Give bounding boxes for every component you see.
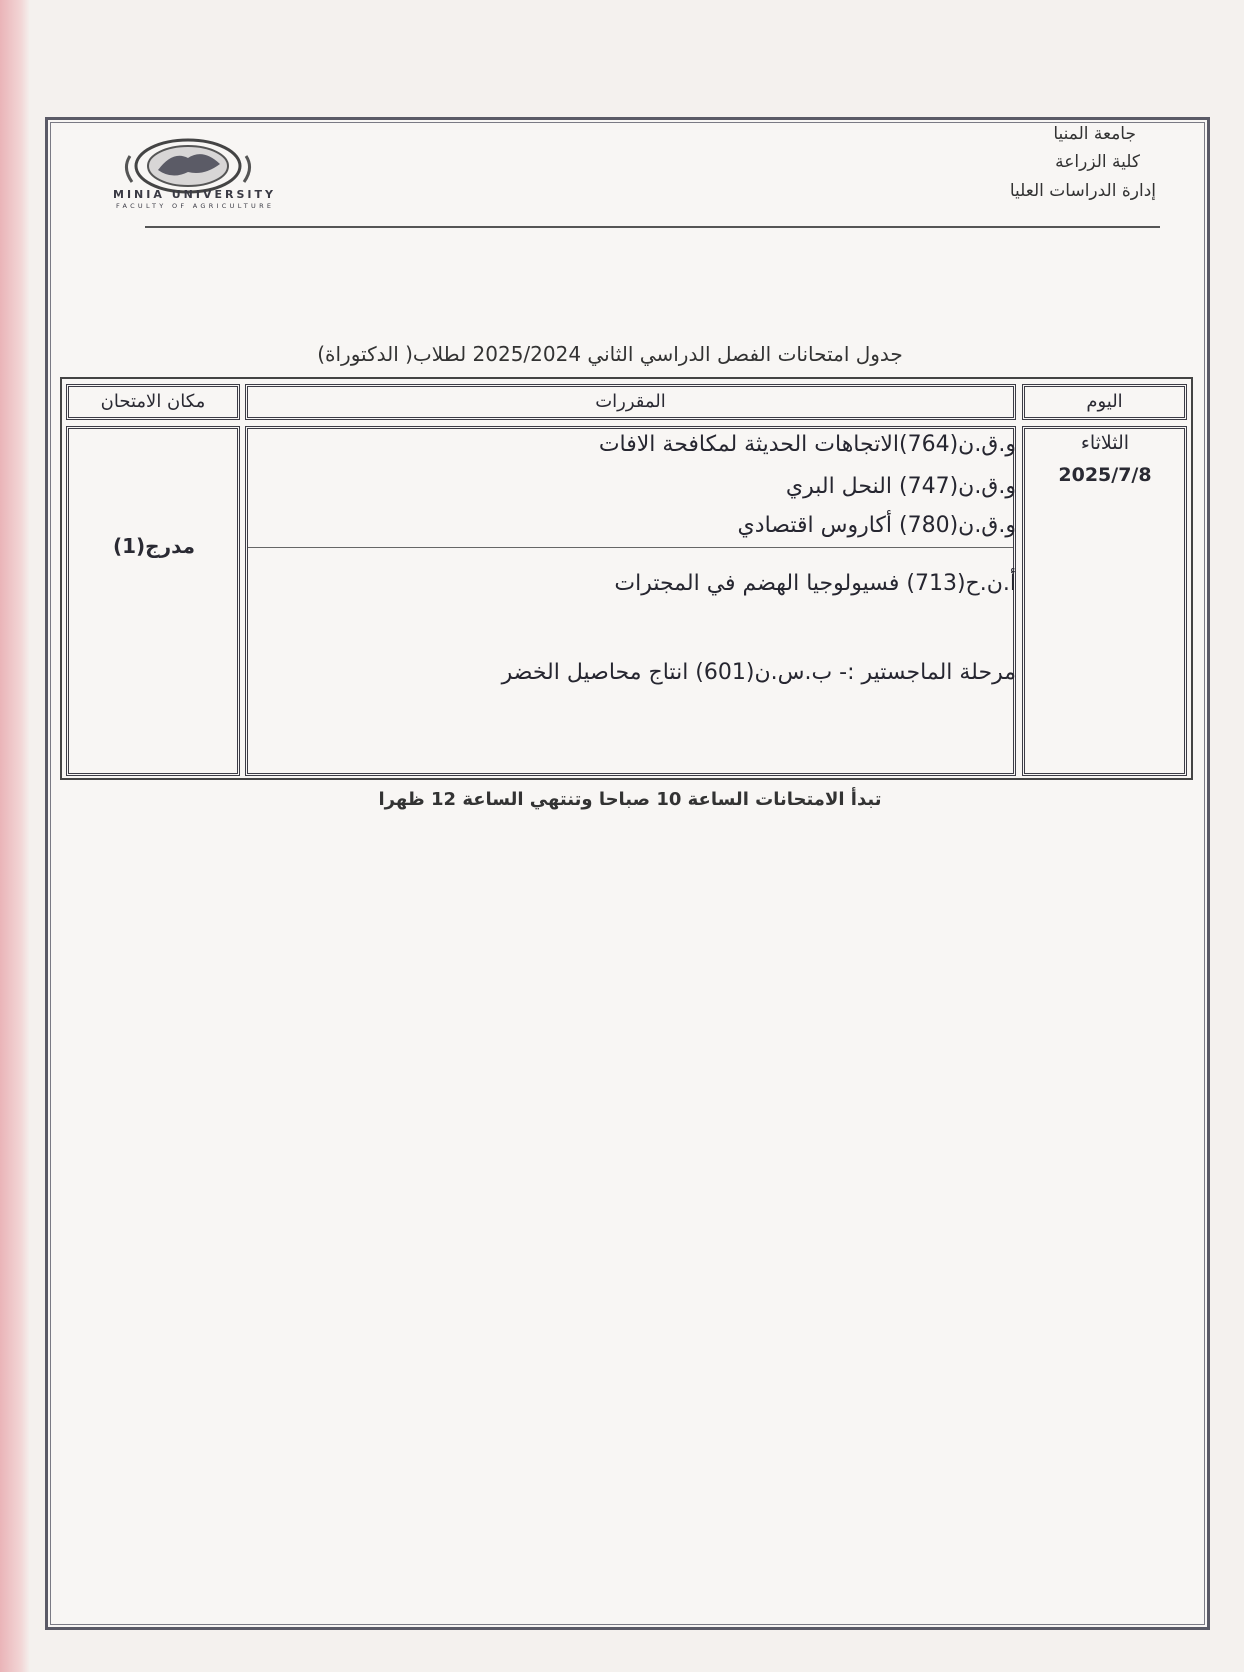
header-day: اليوم (1086, 391, 1123, 412)
schedule-title: جدول امتحانات الفصل الدراسي الثاني 2025/2024 لطلاب( الدكتوراة) (317, 342, 903, 366)
header-courses: المقررات (595, 391, 666, 412)
logo-text-en: MINIA UNIVERSITY (113, 188, 273, 201)
exam-time-note: تبدأ الامتحانات الساعة 10 صباحا وتنتهي الساعة 12 ظهرا (378, 789, 882, 810)
course-713: أ.ن.ح(713) فسيولوجيا الهضم في المجترات (614, 571, 1016, 596)
department-name: إدارة الدراسات العليا (1009, 181, 1156, 201)
exam-date: 2025/7/8 (1058, 464, 1152, 486)
page-edge (0, 0, 30, 1672)
header-cell-day (1022, 384, 1187, 420)
courses-divider (248, 547, 1013, 548)
course-747: و.ق.ن(747) النحل البري (785, 474, 1016, 499)
header-cell-location (66, 384, 240, 420)
logo-text-faculty: FACULTY OF AGRICULTURE (116, 202, 271, 210)
university-name: جامعة المنيا (1053, 124, 1136, 144)
course-764: و.ق.ن(764)الاتجاهات الحديثة لمكافحة الافات (598, 432, 1016, 457)
header-cell-courses (245, 384, 1016, 420)
exam-day-name: الثلاثاء (1080, 432, 1130, 454)
university-logo (108, 136, 278, 214)
header-divider (145, 226, 1160, 228)
course-780: و.ق.ن(780) أكاروس اقتصادي (737, 513, 1016, 538)
faculty-name: كلية الزراعة (1055, 152, 1140, 172)
course-601-masters: مرحلة الماجستير :- ب.س.ن(601) انتاج محاصيل الخضر (501, 660, 1016, 685)
header-location: مكان الامتحان (100, 391, 206, 412)
cell-location (66, 426, 240, 776)
exam-location: مدرج(1) (112, 534, 196, 558)
